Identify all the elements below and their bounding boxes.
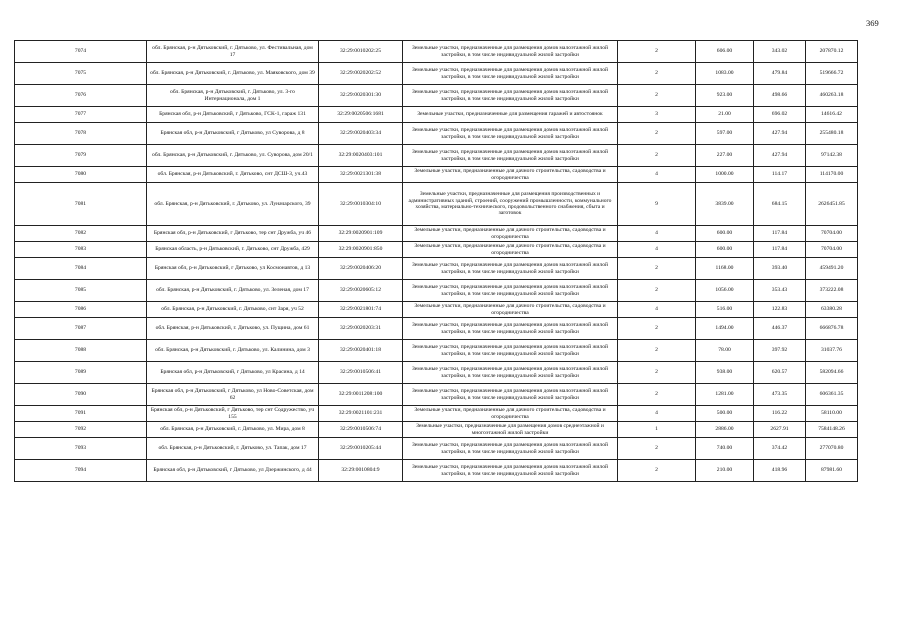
use-group: 2 <box>618 258 696 280</box>
cadastral-value-cell: 2626451.85 <box>806 183 858 226</box>
record-number: 7084 <box>15 258 147 280</box>
record-number: 7091 <box>15 406 147 422</box>
cadastral-value-cell: 7584148.26 <box>806 422 858 438</box>
area-cell: 1000.00 <box>696 167 754 183</box>
table-row <box>15 422 858 438</box>
record-number: 7076 <box>15 85 147 107</box>
area-cell: 600.00 <box>696 226 754 242</box>
specific-value-cell: 116.22 <box>754 406 806 422</box>
address-cell: обл. Брянская, р-н Дятьковский, г. Дятьково, ул. Калинина, дом 3 <box>147 340 319 362</box>
specific-value-cell: 117.84 <box>754 242 806 258</box>
area-cell: 3839.00 <box>696 183 754 226</box>
cadastral-number: 32:29:0020403:34 <box>319 123 403 145</box>
table-row <box>15 362 858 384</box>
specific-value-cell: 2627.91 <box>754 422 806 438</box>
specific-value-cell: 393.40 <box>754 258 806 280</box>
cadastral-number: 32:29:0020901:850 <box>319 242 403 258</box>
use-group: 2 <box>618 145 696 167</box>
land-use-cell: Земельные участки, предназначенные для размещения домов малоэтажной жилой застройки, в том числе индивидуальной жилой застройки <box>403 280 618 302</box>
specific-value-cell: 479.84 <box>754 63 806 85</box>
specific-value-cell: 696.02 <box>754 107 806 123</box>
use-group: 2 <box>618 362 696 384</box>
table-row <box>15 63 858 85</box>
land-use-cell: Земельные участки, предназначенные для размещения домов малоэтажной жилой застройки, в том числе индивидуальной жилой застройки <box>403 384 618 406</box>
specific-value-cell: 374.42 <box>754 438 806 460</box>
specific-value-cell: 117.84 <box>754 226 806 242</box>
land-use-cell: Земельные участки, предназначенные для дачного строительства, садоводства и огородничества <box>403 226 618 242</box>
registry-table <box>14 40 858 482</box>
use-group: 2 <box>618 41 696 63</box>
use-group: 4 <box>618 406 696 422</box>
area-cell: 1083.00 <box>696 63 754 85</box>
table-row <box>15 123 858 145</box>
specific-value-cell: 446.37 <box>754 318 806 340</box>
record-number: 7079 <box>15 145 147 167</box>
land-use-cell: Земельные участки, предназначенные для дачного строительства, садоводства и огородничества <box>403 406 618 422</box>
address-cell: Брянская обл, р-н Дятьковский, г Дятьково, ул Красина, д 14 <box>147 362 319 384</box>
table-row <box>15 384 858 406</box>
address-cell: обл. Брянская, р-н Дятьковский, г. Дятьково, снт Заря, уч 52 <box>147 302 319 318</box>
address-cell: Брянская область, р-н Дятьковский, г. Дятьково, снт Дружба, 429 <box>147 242 319 258</box>
cadastral-number: 32:29:0020403:101 <box>319 145 403 167</box>
record-number: 7075 <box>15 63 147 85</box>
land-use-cell: Земельные участки, предназначенные для размещения домов малоэтажной жилой застройки, в том числе индивидуальной жилой застройки <box>403 145 618 167</box>
record-number: 7094 <box>15 460 147 482</box>
table-row <box>15 302 858 318</box>
area-cell: 938.00 <box>696 362 754 384</box>
table-row <box>15 258 858 280</box>
specific-value-cell: 343.02 <box>754 41 806 63</box>
address-cell: обл. Брянская, р-н Дятьковский, г. Дятьково, ул. Пущина, дом 61 <box>147 318 319 340</box>
cadastral-value-cell: 582094.66 <box>806 362 858 384</box>
record-number: 7077 <box>15 107 147 123</box>
specific-value-cell: 498.66 <box>754 85 806 107</box>
land-use-cell: Земельные участки, предназначенные для дачного строительства, садоводства и огородничества <box>403 167 618 183</box>
record-number: 7089 <box>15 362 147 384</box>
record-number: 7080 <box>15 167 147 183</box>
specific-value-cell: 418.96 <box>754 460 806 482</box>
table-row <box>15 167 858 183</box>
cadastral-number: 32:29:0020301:30 <box>319 85 403 107</box>
record-number: 7090 <box>15 384 147 406</box>
cadastral-value-cell: 70704.00 <box>806 242 858 258</box>
record-number: 7074 <box>15 41 147 63</box>
cadastral-value-cell: 255480.18 <box>806 123 858 145</box>
address-cell: Брянская обл, р-н Дятьковский, г Дятьково, тер снт Дружба, уч 46 <box>147 226 319 242</box>
cadastral-number: 32:29:0010804:9 <box>319 460 403 482</box>
cadastral-value-cell: 114170.00 <box>806 167 858 183</box>
specific-value-cell: 684.15 <box>754 183 806 226</box>
cadastral-number: 32:29:0020401:18 <box>319 340 403 362</box>
use-group: 2 <box>618 280 696 302</box>
table-row <box>15 406 858 422</box>
area-cell: 227.00 <box>696 145 754 167</box>
cadastral-number: 32:29:0021801:74 <box>319 302 403 318</box>
use-group: 3 <box>618 107 696 123</box>
land-use-cell: Земельные участки, предназначенные для размещения гаражей и автостоянок <box>403 107 618 123</box>
use-group: 4 <box>618 226 696 242</box>
area-cell: 500.00 <box>696 406 754 422</box>
use-group: 2 <box>618 438 696 460</box>
cadastral-number: 32:29:0020406:20 <box>319 258 403 280</box>
area-cell: 78.00 <box>696 340 754 362</box>
cadastral-value-cell: 31037.76 <box>806 340 858 362</box>
cadastral-number: 32:29:0010202:25 <box>319 41 403 63</box>
land-use-cell: Земельные участки, предназначенные для дачного строительства, садоводства и огородничества <box>403 242 618 258</box>
table-row <box>15 438 858 460</box>
use-group: 2 <box>618 340 696 362</box>
cadastral-number: 32:29:0020605:12 <box>319 280 403 302</box>
cadastral-value-cell: 207870.12 <box>806 41 858 63</box>
record-number: 7083 <box>15 242 147 258</box>
table-row <box>15 226 858 242</box>
use-group: 1 <box>618 422 696 438</box>
cadastral-number: 32:29:0010506:41 <box>319 362 403 384</box>
area-cell: 1281.00 <box>696 384 754 406</box>
table-row <box>15 183 858 226</box>
use-group: 2 <box>618 460 696 482</box>
table-row <box>15 460 858 482</box>
record-number: 7088 <box>15 340 147 362</box>
address-cell: Брянская обл, р-н Дятьковский, г Дятьково, ул Ново-Советская, дом 62 <box>147 384 319 406</box>
area-cell: 21.00 <box>696 107 754 123</box>
land-use-cell: Земельные участки, предназначенные для размещения домов малоэтажной жилой застройки, в том числе индивидуальной жилой застройки <box>403 362 618 384</box>
area-cell: 210.00 <box>696 460 754 482</box>
land-use-cell: Земельные участки, предназначенные для размещения домов малоэтажной жилой застройки, в том числе индивидуальной жилой застройки <box>403 438 618 460</box>
address-cell: Брянская обл, р-н Дятьковский, г Дятьково, ул Суворова, д 8 <box>147 123 319 145</box>
use-group: 4 <box>618 302 696 318</box>
table-row <box>15 340 858 362</box>
address-cell: обл. Брянская, р-н Дятьковский, г. Дятьково, ул. Мира, дом 8 <box>147 422 319 438</box>
address-cell: обл. Брянская, р-н Дятьковский, г. Дятьково, ул. Луначарского, 39 <box>147 183 319 226</box>
land-use-cell: Земельные участки, предназначенные для размещения производственных и административных зданий, строений, сооружений промышленности, коммунального хозяйства, материально-технического, продовольственного снабжения, сбыта и заготовок <box>403 183 618 226</box>
address-cell: Брянская обл, р-н Дятьковский, г Дятьково, тер снт Содружество, уч 155 <box>147 406 319 422</box>
area-cell: 597.00 <box>696 123 754 145</box>
address-cell: обл. Брянская, р-н Дятьковский, г. Дятьково, снт ДСШ-3, уч.43 <box>147 167 319 183</box>
land-use-cell: Земельные участки, предназначенные для размещения домов малоэтажной жилой застройки, в том числе индивидуальной жилой застройки <box>403 123 618 145</box>
cadastral-value-cell: 97142.38 <box>806 145 858 167</box>
area-cell: 1168.00 <box>696 258 754 280</box>
cadastral-number: 32:29:0020901:109 <box>319 226 403 242</box>
cadastral-value-cell: 58110.00 <box>806 406 858 422</box>
address-cell: обл. Брянская, р-н Дятьковский, г. Дятьково, ул. 3-го Интернационала, дом 1 <box>147 85 319 107</box>
specific-value-cell: 397.92 <box>754 340 806 362</box>
cadastral-number: 32:29:0010304:10 <box>319 183 403 226</box>
record-number: 7092 <box>15 422 147 438</box>
land-use-cell: Земельные участки, предназначенные для размещения домов малоэтажной жилой застройки, в том числе индивидуальной жилой застройки <box>403 258 618 280</box>
address-cell: обл. Брянская, р-н Дятьковский, г. Дятьково, ул. Зеленая, дом 17 <box>147 280 319 302</box>
use-group: 2 <box>618 384 696 406</box>
record-number: 7086 <box>15 302 147 318</box>
table-row <box>15 85 858 107</box>
area-cell: 1056.00 <box>696 280 754 302</box>
cadastral-value-cell: 63380.28 <box>806 302 858 318</box>
record-number: 7085 <box>15 280 147 302</box>
cadastral-number: 32:29:0020203:31 <box>319 318 403 340</box>
table-row <box>15 318 858 340</box>
area-cell: 606.00 <box>696 41 754 63</box>
table-row <box>15 280 858 302</box>
cadastral-number: 32:29:0010205:44 <box>319 438 403 460</box>
land-use-cell: Земельные участки, предназначенные для размещения домов малоэтажной жилой застройки, в том числе индивидуальной жилой застройки <box>403 85 618 107</box>
cadastral-number: 32:29:0010506:74 <box>319 422 403 438</box>
land-use-cell: Земельные участки, предназначенные для размещения домов малоэтажной жилой застройки, в том числе индивидуальной жилой застройки <box>403 318 618 340</box>
cadastral-value-cell: 277070.80 <box>806 438 858 460</box>
area-cell: 2886.00 <box>696 422 754 438</box>
address-cell: обл. Брянская, р-н Дятьковский, г. Дятьково, ул. Фестивальная, дом 17 <box>147 41 319 63</box>
use-group: 4 <box>618 167 696 183</box>
use-group: 2 <box>618 123 696 145</box>
cadastral-number: 32:29:0011208:100 <box>319 384 403 406</box>
land-use-cell: Земельные участки, предназначенные для размещения домов малоэтажной жилой застройки, в том числе индивидуальной жилой застройки <box>403 41 618 63</box>
specific-value-cell: 473.35 <box>754 384 806 406</box>
address-cell: Брянская обл, р-н Дятьковский, г Дятьково, ул Космонавтов, д 13 <box>147 258 319 280</box>
land-use-cell: Земельные участки, предназначенные для размещения домов малоэтажной жилой застройки, в том числе индивидуальной жилой застройки <box>403 460 618 482</box>
cadastral-value-cell: 519666.72 <box>806 63 858 85</box>
address-cell: обл. Брянская, р-н Дятьковский, г. Дятьково, ул. Тапак, дом 17 <box>147 438 319 460</box>
cadastral-value-cell: 373222.08 <box>806 280 858 302</box>
specific-value-cell: 427.94 <box>754 145 806 167</box>
page-number: 369 <box>866 18 879 28</box>
cadastral-value-cell: 460263.18 <box>806 85 858 107</box>
record-number: 7087 <box>15 318 147 340</box>
cadastral-value-cell: 87981.60 <box>806 460 858 482</box>
land-use-cell: Земельные участки, предназначенные для размещения домов среднеэтажной и многоэтажной жилой застройки <box>403 422 618 438</box>
area-cell: 1494.00 <box>696 318 754 340</box>
cadastral-value-cell: 459491.20 <box>806 258 858 280</box>
table-row <box>15 107 858 123</box>
land-use-cell: Земельные участки, предназначенные для размещения домов малоэтажной жилой застройки, в том числе индивидуальной жилой застройки <box>403 340 618 362</box>
use-group: 2 <box>618 318 696 340</box>
area-cell: 516.00 <box>696 302 754 318</box>
cadastral-number: 32:29:0021101:231 <box>319 406 403 422</box>
table-row <box>15 145 858 167</box>
specific-value-cell: 122.83 <box>754 302 806 318</box>
cadastral-number: 32:29:0021301:38 <box>319 167 403 183</box>
use-group: 2 <box>618 85 696 107</box>
record-number: 7078 <box>15 123 147 145</box>
cadastral-value-cell: 606361.35 <box>806 384 858 406</box>
cadastral-value-cell: 14616.42 <box>806 107 858 123</box>
land-use-cell: Земельные участки, предназначенные для размещения домов малоэтажной жилой застройки, в том числе индивидуальной жилой застройки <box>403 63 618 85</box>
cadastral-number: 32:29:0020202:52 <box>319 63 403 85</box>
cadastral-value-cell: 666876.78 <box>806 318 858 340</box>
table-row <box>15 242 858 258</box>
address-cell: Брянская обл, р-н Дятьковский, г Дятьково, ГСК-1, гараж 131 <box>147 107 319 123</box>
address-cell: обл. Брянская, р-н Дятьковский, г. Дятьково, ул. Суворова, дом 20/1 <box>147 145 319 167</box>
specific-value-cell: 353.43 <box>754 280 806 302</box>
use-group: 4 <box>618 242 696 258</box>
specific-value-cell: 427.94 <box>754 123 806 145</box>
registry-rows <box>15 41 858 482</box>
area-cell: 923.00 <box>696 85 754 107</box>
area-cell: 600.00 <box>696 242 754 258</box>
cadastral-number: 32:29:0020506:1681 <box>319 107 403 123</box>
record-number: 7093 <box>15 438 147 460</box>
specific-value-cell: 114.17 <box>754 167 806 183</box>
use-group: 9 <box>618 183 696 226</box>
record-number: 7082 <box>15 226 147 242</box>
area-cell: 740.00 <box>696 438 754 460</box>
specific-value-cell: 620.57 <box>754 362 806 384</box>
address-cell: обл. Брянская, р-н Дятьковский, г. Дятьково, ул. Маяковского, дом 39 <box>147 63 319 85</box>
land-use-cell: Земельные участки, предназначенные для дачного строительства, садоводства и огородничества <box>403 302 618 318</box>
address-cell: Брянская обл, р-н Дятьковский, г Дятьково, ул Дзержинского, д 44 <box>147 460 319 482</box>
table-row <box>15 41 858 63</box>
cadastral-value-cell: 70704.00 <box>806 226 858 242</box>
record-number: 7081 <box>15 183 147 226</box>
use-group: 2 <box>618 63 696 85</box>
